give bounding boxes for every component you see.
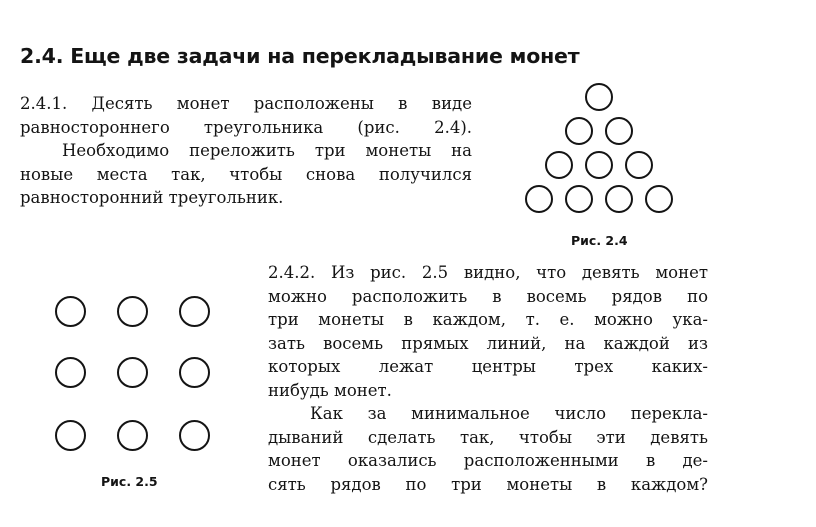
problem-1-line: равностороннего треугольника (рис. 2.4).	[20, 117, 472, 137]
coin	[117, 420, 148, 451]
coin	[179, 420, 210, 451]
problem-1-line: равносторонний треугольник.	[20, 188, 284, 207]
problem-1-line: Необходимо переложить три монеты на	[62, 141, 472, 160]
problem-2-line: Как за минимальное число перекла-	[310, 404, 708, 423]
coin	[117, 296, 148, 327]
problem-2-line: зать восемь прямых линий, на каждой из	[268, 333, 708, 353]
problem-2-line: три монеты в каждом, т. е. можно ука-	[268, 310, 708, 329]
coin	[55, 357, 86, 388]
coin	[55, 420, 86, 451]
problem-2-line: дываний сделать так, чтобы эти девять	[268, 427, 708, 447]
problem-2-line: монет оказались расположенными в де-	[268, 451, 708, 470]
coin	[117, 357, 148, 388]
problem-1-line: 2.4.1. Десять монет расположены в виде	[20, 94, 472, 113]
problem-2-line: 2.4.2. Из рис. 2.5 видно, что девять монет	[268, 263, 708, 282]
coin	[55, 296, 86, 327]
problem-2-4-2	[268, 261, 708, 496]
coin	[179, 296, 210, 327]
problem-2-line: которых лежат центры трех каких-	[268, 357, 708, 376]
section-title: 2.4. Еще две задачи на перекладывание монет	[20, 44, 580, 68]
problem-2-line: можно расположить в восемь рядов по	[268, 286, 708, 306]
problem-2-line: нибудь монет.	[268, 380, 392, 400]
coin	[179, 357, 210, 388]
problem-1-line: новые места так, чтобы снова получился	[20, 164, 472, 184]
problem-2-line: сять рядов по три монеты в каждом?	[268, 474, 708, 494]
figure-2-4-caption: Рис. 2.4	[571, 233, 628, 248]
figure-2-5-caption: Рис. 2.5	[101, 474, 158, 489]
